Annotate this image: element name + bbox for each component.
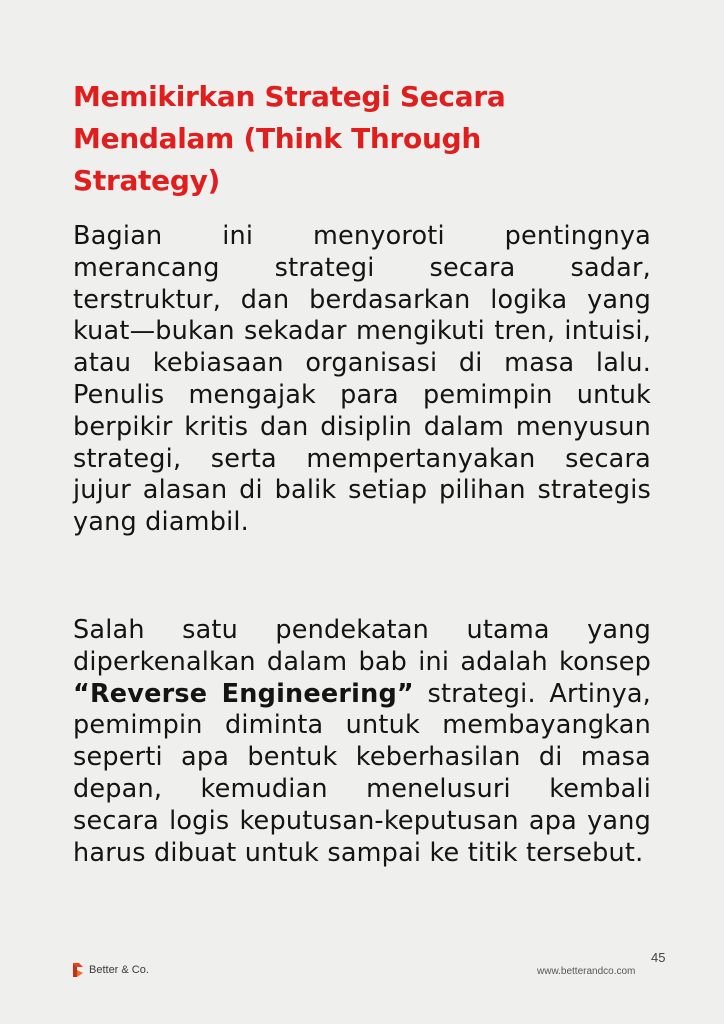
- brand-name: Better & Co.: [89, 964, 149, 976]
- paragraph-reverse-engineering: [73, 615, 651, 869]
- footer-brand: [72, 963, 149, 977]
- paragraph-text-after: strategi. Artinya, pemimpin diminta untuk membayangkan seperti apa bentuk keberhasilan di masa depan, kemudian menelusuri kembali secara logis keputusan-keputusan apa yang harus dibuat untuk sampai ke titik tersebut.: [73, 678, 651, 868]
- page-number: 45: [651, 950, 666, 965]
- website-url: www.betterandco.com: [537, 966, 636, 977]
- section-heading: Memikirkan Strategi Secara Mendalam (Think Through Strategy): [73, 80, 506, 197]
- reverse-engineering-term: “Reverse Engineering”: [73, 678, 414, 709]
- paragraph-intro: Bagian ini menyoroti pentingnya merancang strategi secara sadar, terstruktur, dan berdasarkan logika yang kuat—bukan sekadar mengikuti tren, intuisi, atau kebiasaan organisasi di masa lalu. Penulis mengajak para pemimpin untuk berpikir kritis dan disiplin dalam menyusun strategi, serta mempertanyakan secara jujur alasan di balik setiap pilihan strategis yang diambil.: [73, 221, 651, 538]
- paragraph-text-before: Salah satu pendekatan utama yang diperkenalkan dalam bab ini adalah konsep: [73, 615, 651, 677]
- brand-logo-icon: [72, 963, 84, 977]
